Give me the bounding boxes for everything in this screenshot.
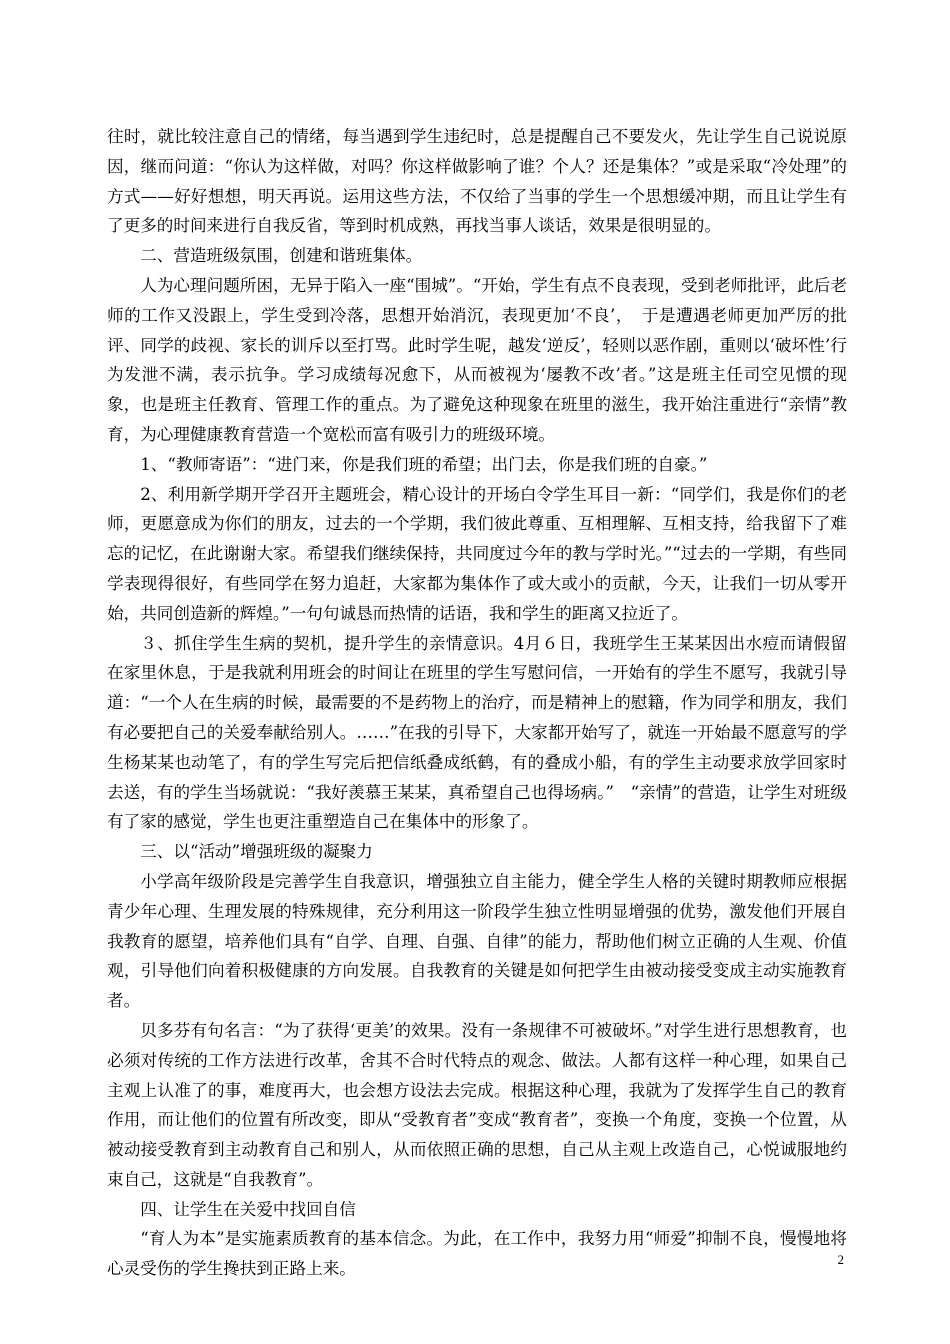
section-heading-2: 二、营造班级氛围，创建和谐班集体。	[140, 246, 423, 266]
paragraph: 人为心理问题所困，无异于陷入一座“围城”。“开始，学生有点不良表现，受到老师批评，此后老师的工作又没跟上，学生受到冷落，思想开始消沉，表现更加‘不良’， 于是遭遇老师更加严厉的批评、同学的歧视、家长的训斥以至打骂。此时学生呢，越发‘逆反’，轻则以恶作剧，重则以‘破坏性’行为发泄不满，表示抗争。学习成绩每况愈下，从而被视为‘屡教不改’者。”这是班主任司空见惯的现象，也是班主任教育、管理工作的重点。为了避免这种现象在班里的滋生，我开始注重进行“亲情”教育，为心理健康教育营造一个宽松而富有吸引力的班级环境。	[107, 275, 847, 444]
paragraph: “育人为本”是实施素质教育的基本信念。为此，在工作中，我努力用“师爱”抑制不良，慢慢地将心灵受伤的学生搀扶到正路上来。	[107, 1229, 847, 1279]
list-item-3: ３、抓住学生生病的契机，提升学生的亲情意识。4月６日，我班学生王某某因出水痘而请假留在家里休息，于是我就利用班会的时间让在班里的学生写慰问信，一开始有的学生不愿写，我就引导道：“一个人在生病的时候，最需要的不是药物上的治疗，而是精神上的慰籍，作为同学和朋友，我们有必要把自己的关爱奉献给别人。……”在我的引导下，大家都开始写了，就连一开始最不愿意写的学生杨某某也动笔了，有的学生写完后把信纸叠成纸鹤，有的叠成小船，有的学生主动要求放学回家时去送，有的学生当场就说：“我好羡慕王某某，真希望自己也得场病。” “亲情”的营造，让学生对班级有了家的感觉，学生也更注重塑造自己在集体中的形象了。	[107, 633, 847, 832]
list-item-2: 2、利用新学期开学召开主题班会，精心设计的开场白令学生耳目一新：“同学们，我是你们的老师，更愿意成为你们的朋友，过去的一个学期，我们彼此尊重、互相理解、互相支持，给我留下了难忘的记忆，在此谢谢大家。希望我们继续保持，共同度过今年的教与学时光。”“过去的一学期，有些同学表现得很好，有些同学在努力追赶，大家都为集体作了或大或小的贡献，今天，让我们一切从零开始，共同创造新的辉煌。”一句句诚恳而热情的话语，我和学生的距离又拉近了。	[107, 484, 847, 623]
section-heading-4: 四、让学生在关爱中找回自信	[140, 1199, 356, 1219]
section-heading-3: 三、以“活动”增强班级的凝聚力	[140, 842, 373, 862]
paragraph: 贝多芬有句名言：“为了获得‘更美’的效果。没有一条规律不可被破坏。”对学生进行思想教育，也必须对传统的工作方法进行改革，舍其不合时代特点的观念、做法。人都有这样一种心理，如果自己主观上认准了的事，难度再大，也会想方设法去完成。根据这种心理，我就为了发挥学生自己的教育作用，而让他们的位置有所改变，即从“受教育者”变成“教育者”，变换一个角度，变换一个位置，从被动接受教育到主动教育自己和别人，从而依照正确的思想，自己从主观上改造自己，心悦诚服地约束自己，这就是“自我教育”。	[107, 1020, 847, 1189]
document-body	[107, 122, 847, 1284]
list-item-1: 1、“教师寄语”：“进门来，你是我们班的希望；出门去，你是我们班的自豪。”	[140, 454, 708, 474]
paragraph-continuation: 往时，就比较注意自己的情绪，每当遇到学生违纪时，总是提醒自己不要发火，先让学生自己说说原因，继而问道：“你认为这样做，对吗？你这样做影响了谁？个人？还是集体？”或是采取“冷处理”的方式——好好想想，明天再说。运用这些方法，不仅给了当事的学生一个思想缓冲期，而且让学生有了更多的时间来进行自我反省，等到时机成熟，再找当事人谈话，效果是很明显的。	[107, 127, 847, 236]
paragraph: 小学高年级阶段是完善学生自我意识，增强独立自主能力，健全学生人格的关键时期教师应根据青少年心理、生理发展的特殊规律，充分利用这一阶段学生独立性明显增强的优势，激发他们开展自我教育的愿望，培养他们具有“自学、自理、自强、自律”的能力，帮助他们树立正确的人生观、价值观，引导他们向着积极健康的方向发展。自我教育的关键是如何把学生由被动接受变成主动实施教育者。	[107, 871, 847, 1011]
page-number: 2	[837, 1252, 844, 1267]
